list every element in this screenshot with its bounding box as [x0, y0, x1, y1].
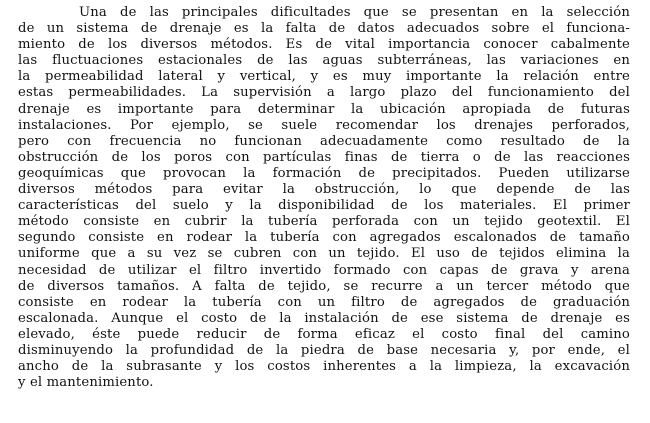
paragraph-line: las fluctuaciones estacionales de las aguas subterráneas, las variaciones en — [18, 53, 630, 69]
document-paragraph — [18, 5, 630, 391]
paragraph-line: elevado, éste puede reducir de forma eficaz el costo final del camino — [18, 326, 630, 342]
paragraph-line: drenaje es importante para determinar la ubicación apropiada de futuras — [18, 101, 630, 117]
paragraph-line: geoquímicas que provocan la formación de precipitados. Pueden utilizarse — [18, 165, 630, 181]
paragraph-line: pero con frecuencia no funcionan adecuadamente como resultado de la — [18, 133, 630, 149]
paragraph-line: estas permeabilidades. La supervisión a largo plazo del funcionamiento del — [18, 85, 630, 101]
paragraph-line: diversos métodos para evitar la obstrucción, lo que depende de las — [18, 182, 630, 198]
paragraph-line: disminuyendo la profundidad de la piedra de base necesaria y, por ende, el — [18, 342, 630, 358]
paragraph-line: miento de los diversos métodos. Es de vital importancia conocer cabalmente — [18, 37, 630, 53]
paragraph-line: obstrucción de los poros con partículas finas de tierra o de las reacciones — [18, 149, 630, 165]
paragraph-line: método consiste en cubrir la tubería perforada con un tejido geotextil. El — [18, 214, 630, 230]
paragraph-line: de un sistema de drenaje es la falta de datos adecuados sobre el funciona- — [18, 21, 630, 37]
paragraph-line: Una de las principales dificultades que se presentan en la selección — [79, 5, 630, 20]
paragraph-line: características del suelo y la disponibilidad de los materiales. El primer — [18, 198, 630, 214]
paragraph-line: de diversos tamaños. A falta de tejido, se recurre a un tercer método que — [18, 278, 630, 294]
paragraph-line: la permeabilidad lateral y vertical, y es muy importante la relación entre — [18, 69, 630, 85]
paragraph-line: segundo consiste en rodear la tubería con agregados escalonados de tamaño — [18, 230, 630, 246]
paragraph-line: escalonada. Aunque el costo de la instalación de ese sistema de drenaje es — [18, 310, 630, 326]
paragraph-line: uniforme que a su vez se cubren con un tejido. El uso de tejidos elimina la — [18, 246, 630, 262]
paragraph-line: ancho de la subrasante y los costos inherentes a la limpieza, la excavación — [18, 359, 630, 375]
paragraph-line: consiste en rodear la tubería con un filtro de agregados de graduación — [18, 294, 630, 310]
paragraph-line: necesidad de utilizar el filtro invertido formado con capas de grava y arena — [18, 262, 630, 278]
paragraph-line: y el mantenimiento. — [18, 375, 154, 391]
paragraph-line: instalaciones. Por ejemplo, se suele recomendar los drenajes perforados, — [18, 117, 630, 133]
